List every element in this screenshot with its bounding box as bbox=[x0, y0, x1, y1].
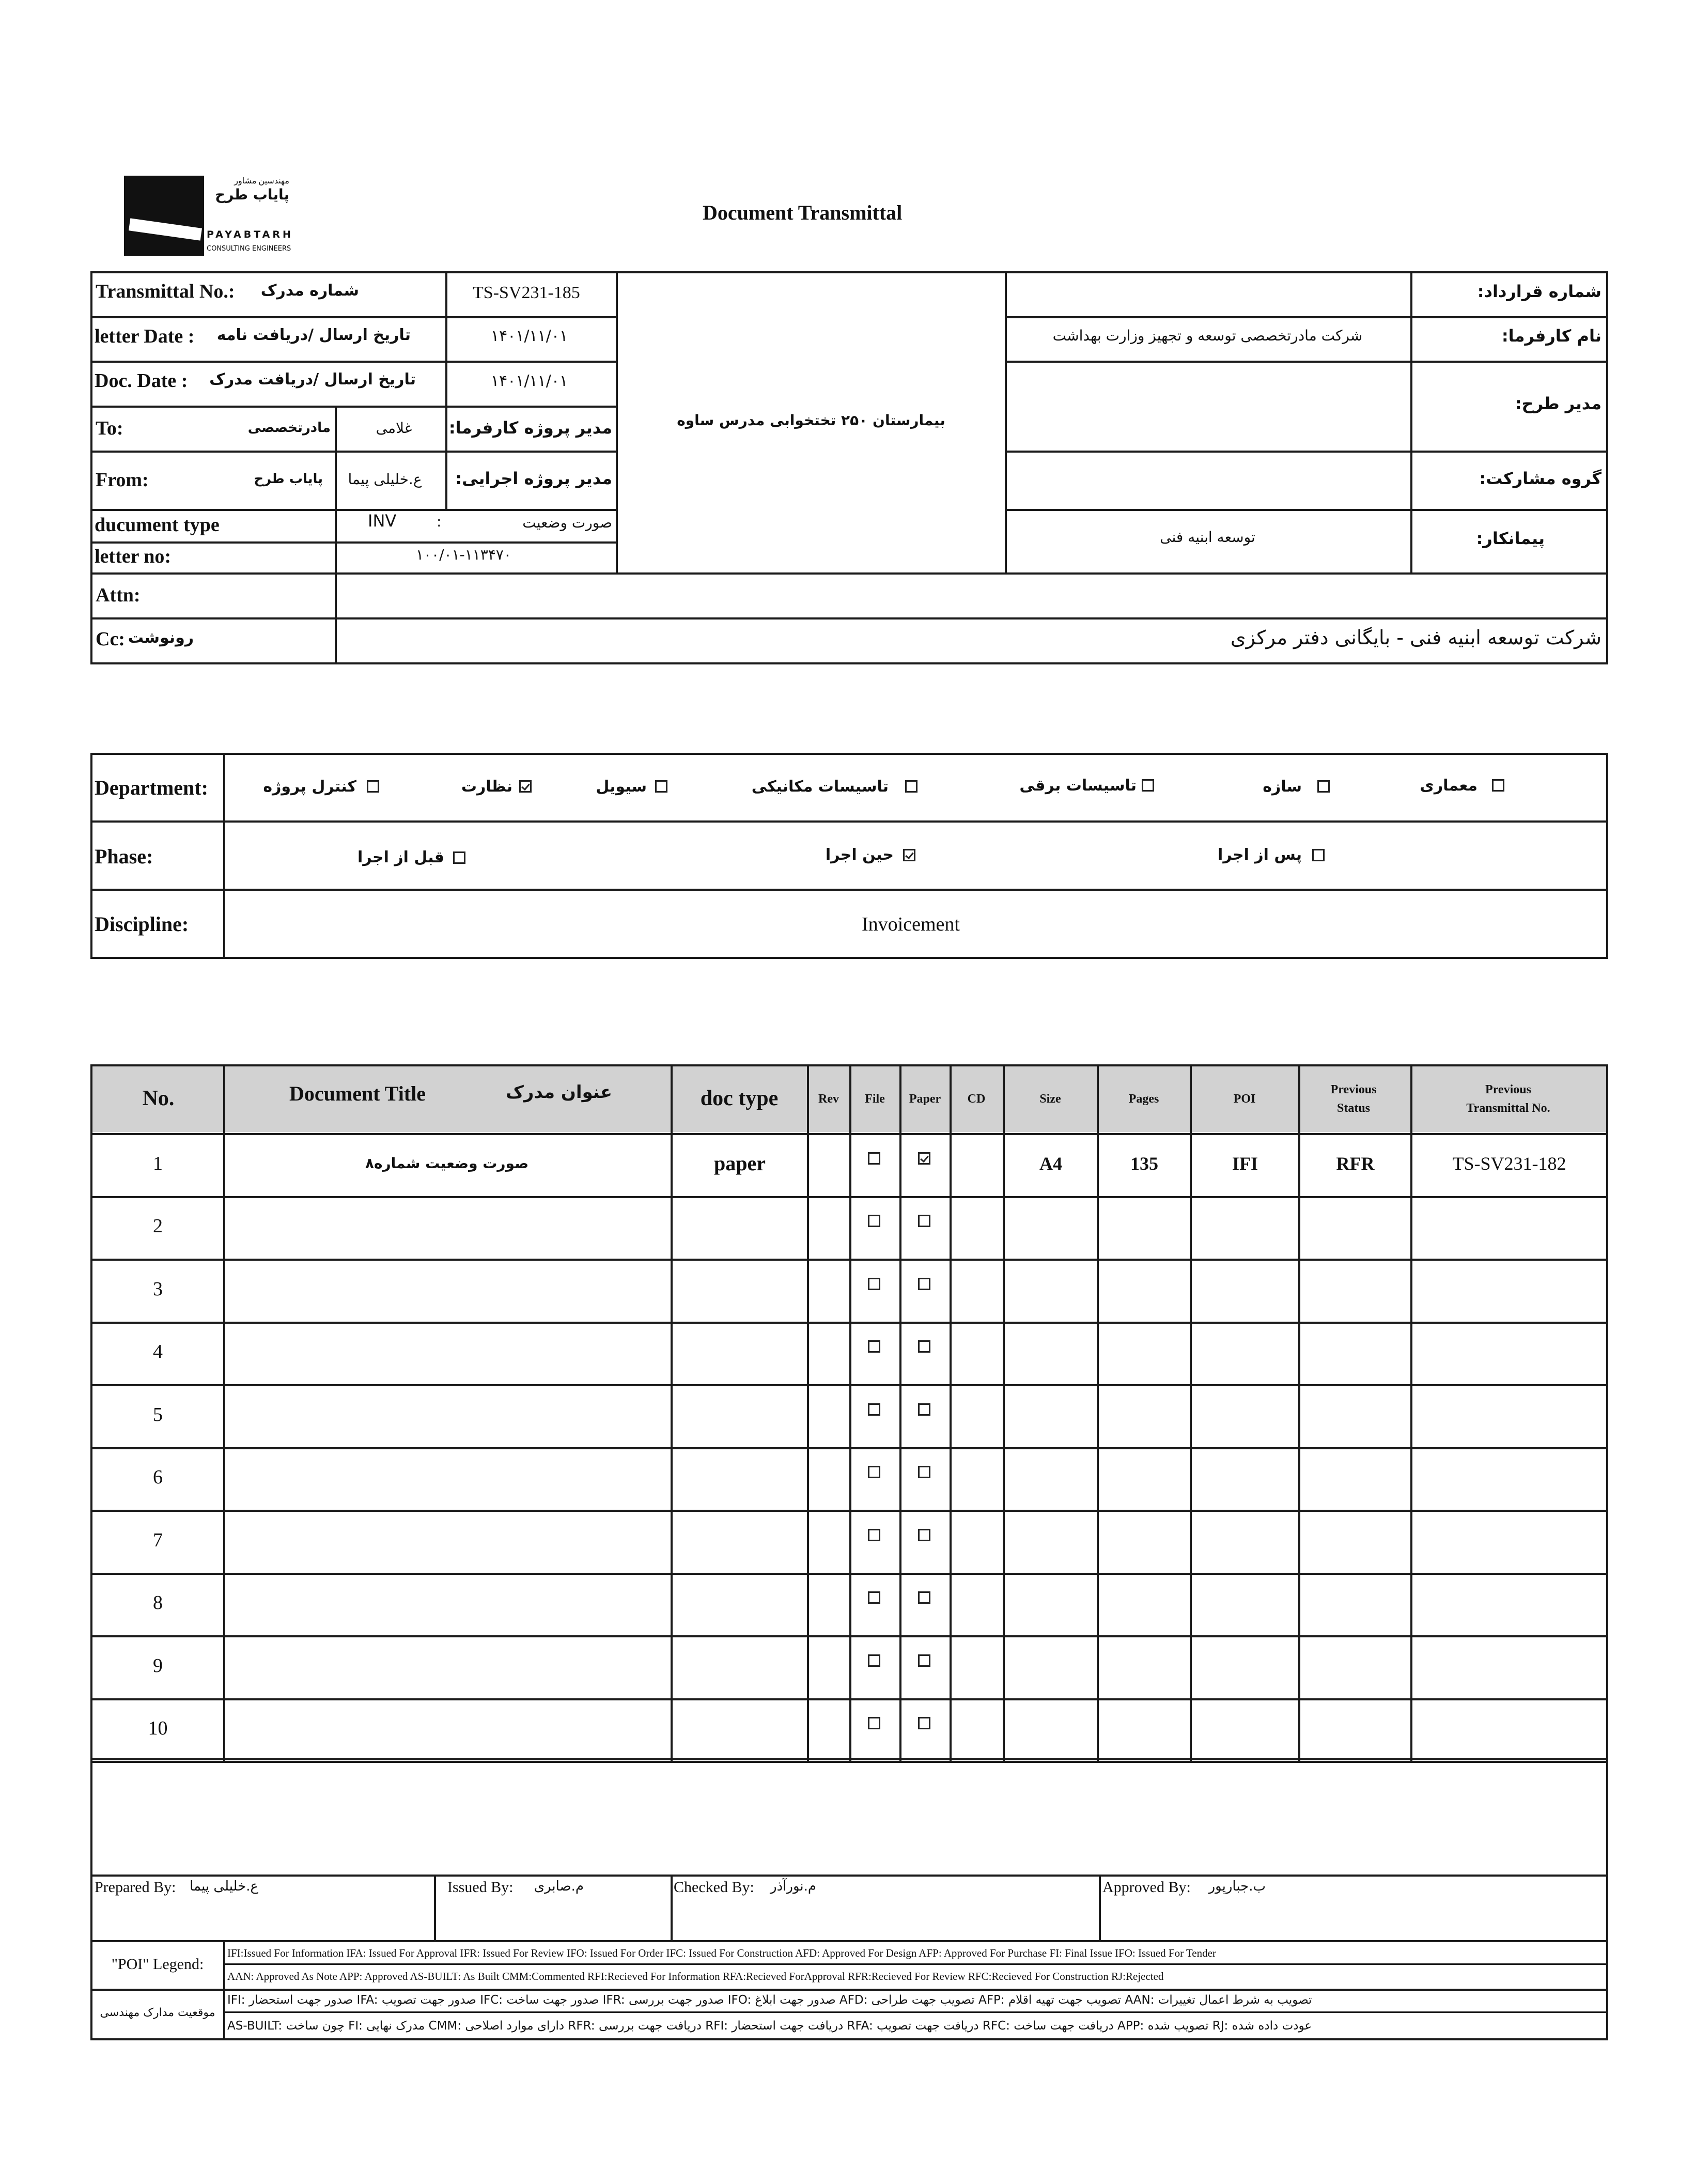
row-poi: IFI bbox=[1232, 1153, 1258, 1174]
to-value: مادرتخصصی bbox=[247, 420, 331, 436]
row-paper-checkbox[interactable] bbox=[918, 1215, 930, 1227]
row-document-title: صورت وضعیت شماره۸ bbox=[365, 1155, 529, 1172]
col-header-title-en: Document Title bbox=[289, 1082, 426, 1105]
col-header-title-fa: عنوان مدرک bbox=[505, 1082, 612, 1103]
logo-small-text: مهندسین مشاور bbox=[234, 177, 289, 185]
client-pm-name: غلامی bbox=[376, 420, 412, 437]
checked-by-label: Checked By: bbox=[674, 1879, 754, 1896]
phase-during-label: حین اجرا bbox=[825, 846, 894, 864]
contract-no-label: شماره قرارداد: bbox=[1477, 282, 1601, 301]
row-paper-checkbox[interactable] bbox=[918, 1466, 930, 1478]
exec-pm-label: مدیر پروژه اجرایی: bbox=[455, 469, 612, 488]
transmittal-no-label: Transmittal No.: bbox=[96, 281, 235, 302]
row-file-checkbox[interactable] bbox=[868, 1591, 880, 1604]
dept-structure-label: سازه bbox=[1263, 778, 1302, 796]
phase-during-checkbox[interactable] bbox=[903, 849, 915, 861]
row-number: 10 bbox=[148, 1717, 168, 1740]
row-file-checkbox[interactable] bbox=[868, 1152, 880, 1165]
company-logo bbox=[124, 173, 331, 258]
department-label: Department: bbox=[95, 776, 208, 799]
cc-label: Cc: bbox=[96, 628, 125, 650]
col-header-size: Size bbox=[1039, 1092, 1061, 1106]
row-file-checkbox[interactable] bbox=[868, 1340, 880, 1353]
doc-type-separator: : bbox=[437, 513, 442, 530]
doc-type-label: ducument type bbox=[95, 514, 220, 536]
legend-line-4: AS-BUILT: چون ساخت FI: مدرک نهایی CMM: دارای موارد اصلاحی RFR: دریافت جهت بررسی RFI: دریافت جهت استحضار RFA: دریافت جهت تصویب RFC: دریافت جهت ساخت APP: تصویب شده RJ: عودت داده شده bbox=[227, 2019, 1312, 2033]
row-number: 9 bbox=[153, 1654, 163, 1677]
approved-by-label: Approved By: bbox=[1102, 1879, 1191, 1896]
doc-date-value: ۱۴۰۱/۱۱/۰۱ bbox=[491, 372, 568, 390]
col-header-file: File bbox=[865, 1092, 885, 1106]
cc-value: شرکت توسعه ابنیه فنی - بایگانی دفتر مرکزی bbox=[1230, 626, 1601, 649]
dept-project-control-label: کنترل پروژه bbox=[263, 778, 356, 796]
col-header-prev-status-1: Previous bbox=[1330, 1083, 1377, 1096]
logo-english-name: PAYABTARH bbox=[207, 229, 293, 240]
doc-type-fa: صورت وضعیت bbox=[522, 514, 612, 531]
row-size: A4 bbox=[1039, 1153, 1062, 1174]
letter-no-value: ۱۰۰/۰۱-۱۱۳۴۷۰ bbox=[416, 546, 511, 563]
contractor-label: پیمانکار: bbox=[1476, 529, 1545, 548]
dept-electrical-label: تاسیسات برقی bbox=[1019, 777, 1137, 795]
row-number: 8 bbox=[153, 1592, 163, 1614]
project-name: بیمارستان ۲۵۰ تختخوابی مدرس ساوه bbox=[677, 412, 945, 429]
issued-by-label: Issued By: bbox=[447, 1879, 514, 1896]
letter-date-label-fa: تاریخ ارسال /دریافت نامه bbox=[216, 326, 411, 344]
letter-date-label: letter Date : bbox=[95, 326, 195, 347]
row-file-checkbox[interactable] bbox=[868, 1466, 880, 1478]
poi-status-label: موقعیت مدارک مهندسی bbox=[100, 2006, 215, 2019]
dept-supervision-checkbox[interactable] bbox=[519, 780, 532, 793]
row-number: 7 bbox=[153, 1529, 163, 1551]
exec-pm-name: ع.خلیلی پیما bbox=[348, 471, 422, 488]
row-paper-checkbox[interactable] bbox=[918, 1529, 930, 1541]
dept-project-control-checkbox[interactable] bbox=[367, 780, 379, 793]
row-file-checkbox[interactable] bbox=[868, 1717, 880, 1729]
legend-line-1: IFI:Issued For Information IFA: Issued For Approval IFR: Issued For Review IFO: Issued For Order IFC: Issued For Construction AFD: Approved For Design AFP: Approved For Purchase FI: Final Issue IFO: Issued For Tender bbox=[227, 1947, 1216, 1959]
row-number: 3 bbox=[153, 1278, 163, 1300]
row-file-checkbox[interactable] bbox=[868, 1278, 880, 1290]
row-file-checkbox[interactable] bbox=[868, 1215, 880, 1227]
dept-civil-label: سیویل bbox=[596, 778, 647, 796]
phase-label: Phase: bbox=[95, 845, 153, 868]
poi-legend-label: "POI" Legend: bbox=[111, 1956, 204, 1973]
client-name-label: نام کارفرما: bbox=[1501, 326, 1601, 346]
row-paper-checkbox[interactable] bbox=[918, 1152, 930, 1165]
row-prev-status: RFR bbox=[1336, 1153, 1375, 1174]
contractor-value: توسعه ابنیه فنی bbox=[1160, 529, 1255, 546]
doc-type-code: INV bbox=[368, 511, 397, 531]
partner-group-label: گروه مشارکت: bbox=[1479, 469, 1601, 488]
client-name-value: شرکت مادرتخصصی توسعه و تجهیز وزارت بهداشت bbox=[1052, 327, 1363, 344]
transmittal-no-label-fa: شماره مدرک bbox=[260, 282, 359, 300]
doc-date-label: Doc. Date : bbox=[95, 370, 188, 392]
row-file-checkbox[interactable] bbox=[868, 1529, 880, 1541]
col-header-no: No. bbox=[142, 1087, 175, 1110]
dept-mechanical-label: تاسیسات مکانیکی bbox=[751, 778, 889, 796]
row-prev-transmittal: TS-SV231-182 bbox=[1452, 1153, 1566, 1174]
issued-by-name: م.صابری bbox=[534, 1879, 584, 1894]
to-label: To: bbox=[96, 417, 123, 439]
row-number: 2 bbox=[153, 1215, 163, 1237]
discipline-value: Invoicement bbox=[862, 913, 960, 935]
row-paper-checkbox[interactable] bbox=[918, 1717, 930, 1729]
row-file-checkbox[interactable] bbox=[868, 1654, 880, 1667]
dept-structure-checkbox[interactable] bbox=[1317, 780, 1330, 793]
page-title: Document Transmittal bbox=[703, 201, 903, 224]
row-paper-checkbox[interactable] bbox=[918, 1591, 930, 1604]
dept-architecture-checkbox[interactable] bbox=[1492, 779, 1504, 792]
col-header-prev-trans-1: Previous bbox=[1485, 1083, 1531, 1096]
discipline-label: Discipline: bbox=[95, 912, 189, 936]
row-number: 1 bbox=[153, 1152, 163, 1174]
transmittal-no-value: TS-SV231-185 bbox=[473, 283, 580, 302]
phase-before-checkbox[interactable] bbox=[453, 851, 465, 864]
doc-date-label-fa: تاریخ ارسال /دریافت مدرک bbox=[209, 370, 416, 389]
col-header-prev-trans-2: Transmittal No. bbox=[1466, 1102, 1550, 1115]
row-file-checkbox[interactable] bbox=[868, 1403, 880, 1416]
row-number: 5 bbox=[153, 1403, 163, 1426]
design-manager-label: مدیر طرح: bbox=[1515, 394, 1601, 413]
row-number: 4 bbox=[153, 1341, 163, 1363]
dept-architecture-label: معماری bbox=[1420, 777, 1478, 795]
legend-line-3: IFI: صدور جهت استحضار IFA: صدور جهت تصویب IFC: صدور جهت ساخت IFR: صدور جهت بررسی IFO: صدور جهت ابلاغ AFD: تصویب جهت طراحی AFP: تصویب جهت تهیه اقلام AAN: تصویب به شرط اعمال تغییرات bbox=[227, 1993, 1312, 2007]
dept-mechanical-checkbox[interactable] bbox=[905, 780, 918, 793]
row-paper-checkbox[interactable] bbox=[918, 1278, 930, 1290]
col-header-doc-type: doc type bbox=[700, 1087, 779, 1110]
row-paper-checkbox[interactable] bbox=[918, 1340, 930, 1353]
row-number: 6 bbox=[153, 1466, 163, 1489]
client-pm-label: مدیر پروژه کارفرما: bbox=[448, 418, 612, 438]
checked-by-name: م.نورآذر bbox=[770, 1879, 816, 1894]
prepared-by-name: ع.خلیلی پیما bbox=[190, 1879, 258, 1894]
dept-civil-checkbox[interactable] bbox=[655, 780, 667, 793]
dept-supervision-label: نظارت bbox=[461, 778, 512, 796]
letter-date-value: ۱۴۰۱/۱۱/۰۱ bbox=[491, 327, 568, 345]
approved-by-name: ب.جبارپور bbox=[1208, 1879, 1266, 1894]
letter-no-label: letter no: bbox=[95, 546, 172, 567]
from-label: From: bbox=[96, 469, 149, 491]
logo-persian-name: پایاب طرح bbox=[215, 186, 289, 203]
logo-subtitle: CONSULTING ENGINEERS bbox=[207, 245, 291, 253]
col-header-poi: POI bbox=[1233, 1092, 1256, 1106]
cc-label-fa: رونوشت bbox=[128, 629, 194, 647]
logo-mark bbox=[124, 176, 204, 256]
phase-before-label: قبل از اجرا bbox=[357, 848, 444, 866]
row-pages: 135 bbox=[1130, 1153, 1158, 1174]
from-value: پایاب طرح bbox=[254, 471, 323, 487]
col-header-pages: Pages bbox=[1128, 1092, 1159, 1106]
phase-after-label: پس از اجرا bbox=[1218, 846, 1302, 864]
row-doc-type: paper bbox=[714, 1151, 766, 1175]
row-paper-checkbox[interactable] bbox=[918, 1403, 930, 1416]
col-header-rev: Rev bbox=[818, 1092, 839, 1106]
col-header-prev-status-2: Status bbox=[1336, 1102, 1371, 1115]
prepared-by-label: Prepared By: bbox=[95, 1879, 176, 1896]
attn-label: Attn: bbox=[96, 584, 141, 606]
legend-line-2: AAN: Approved As Note APP: Approved AS-BUILT: As Built CMM:Commented RFI:Recieved For Information RFA:Recieved ForApproval RFR:Recieved For Review RFC:Recieved For Construction RJ:Rejected bbox=[227, 1970, 1164, 1982]
col-header-cd: CD bbox=[967, 1092, 986, 1106]
col-header-paper: Paper bbox=[909, 1092, 941, 1106]
phase-after-checkbox[interactable] bbox=[1312, 849, 1325, 861]
dept-electrical-checkbox[interactable] bbox=[1142, 779, 1154, 792]
row-paper-checkbox[interactable] bbox=[918, 1654, 930, 1667]
